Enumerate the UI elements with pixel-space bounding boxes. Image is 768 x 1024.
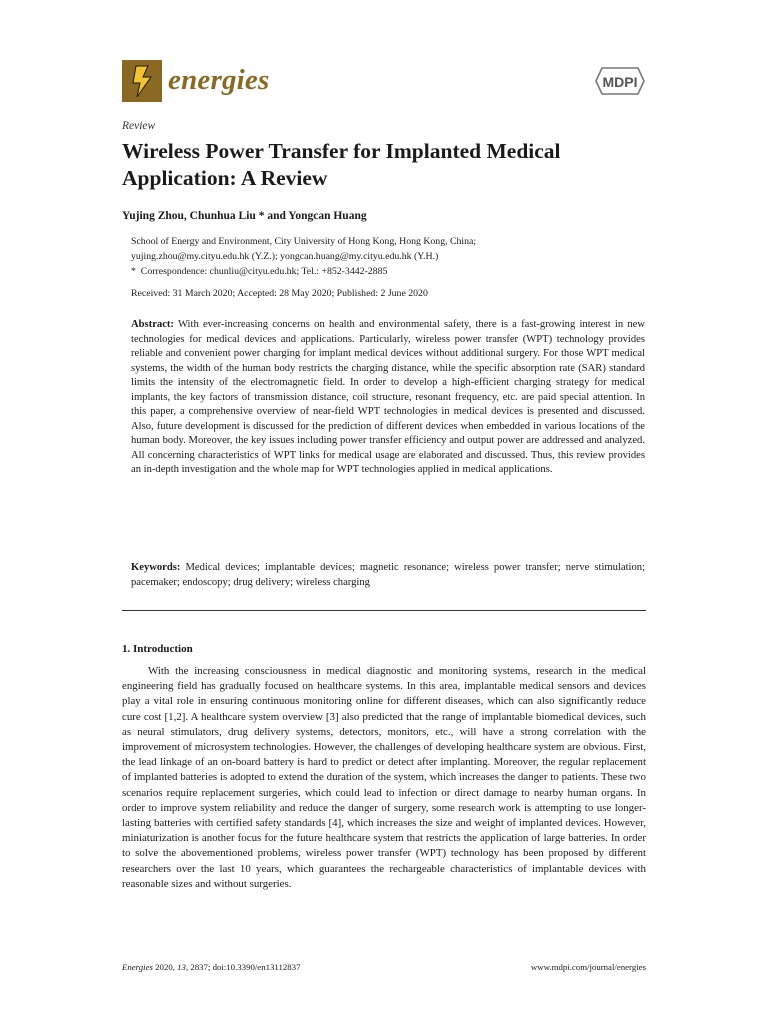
abstract-text: With ever-increasing concerns on health and environmental safety, there is a fast-growing interest in new technologies for medical devices and applications. Particularly, wireless power transfer (WPT) technology provides reliable and convenient power charging for implant medical devices without additional surgery. For those WPT medical systems, the width of the human body restricts the charging distance, while the specific absorption rate (SAR) standard limits the intensity of the electromagnetic field. In order to develop a high-efficient charging strategy for medical implants, the key factors of transmission distance, coil structure, resonant frequency, etc. are paid special attention. In this paper, a comprehensive overview of near-field WPT technologies in medical devices is presented and discussed. Also, future development is discussed for the prediction of different devices when embedded in various locations of the human body. Moreover, the key issues including power transfer efficiency and output power are addressed and analyzed. All concerning characteristics of WPT links for medical usage are elaborated and discussed. Thus, this review provides an in-depth investigation and the whole map for WPT technologies applied in medical applications.	[131, 319, 645, 476]
publication-dates: Received: 31 March 2020; Accepted: 28 May 2020; Published: 2 June 2020	[131, 288, 428, 299]
keywords-label: Keywords:	[131, 562, 181, 573]
journal-logo	[122, 60, 162, 102]
paper-title: Wireless Power Transfer for Implanted Medical Application: A Review	[122, 139, 561, 190]
lightning-bolt-icon	[122, 60, 162, 102]
section-divider	[122, 610, 646, 611]
footer-volume: 13	[177, 962, 186, 972]
journal-name: energies	[168, 64, 270, 96]
publisher-name: MDPI	[602, 74, 638, 90]
footer-doi: , 2837; doi:10.3390/en13112837	[185, 962, 301, 972]
abstract	[131, 318, 645, 478]
affiliation-line: yujing.zhou@my.cityu.edu.hk (Y.Z.); yongcan.huang@my.cityu.edu.hk (Y.H.)	[131, 250, 439, 262]
footer-journal: Energies	[122, 962, 153, 972]
keywords-text: Medical devices; implantable devices; magnetic resonance; wireless power transfer; nerve stimulation; pacemaker; endoscopy; drug delivery; wireless charging	[131, 562, 645, 588]
affiliation-line: School of Energy and Environment, City University of Hong Kong, Hong Kong, China;	[131, 236, 477, 247]
keywords	[131, 561, 645, 590]
article-type: Review	[122, 120, 156, 132]
footer-citation	[122, 962, 300, 972]
section-heading: 1. Introduction	[122, 643, 193, 655]
journal-header	[122, 60, 646, 106]
abstract-label: Abstract:	[131, 319, 174, 330]
footer-url: www.mdpi.com/journal/energies	[530, 962, 646, 972]
affiliation-block	[131, 235, 651, 279]
correspondence-line: * Correspondence: chunliu@cityu.edu.hk; Tel.: +852-3442-2885	[131, 265, 388, 277]
footer-year: 2020,	[152, 962, 178, 972]
author-list: Yujing Zhou, Chunhua Liu * and Yongcan Huang	[122, 210, 367, 222]
publisher-logo	[594, 64, 646, 98]
introduction-paragraph: With the increasing consciousness in medical diagnostic and monitoring systems, research in the medical engineering field has gradually focused on healthcare systems. In this area, implantable medical sensors and devices play a vital role in ensuring continuous monitoring online for different diseases, which can also significantly reduce cure cost [1,2]. A healthcare system overview [3] also predicted that the range of implantable biomedical devices, such as neural stimulators, drug delivery systems, detectors, monitors, etc., will have a strong correlation with the improvement of microsystem technologies. However, the challenges of developing healthcare system are obvious. First, the lead linkage of an on-board battery is hard to predict or detect after implanting. Moreover, the regular replacement of implanted batteries is adopted to extend the duration of the system, which increases the danger to patients. These two scenarios require replacement surgeries, which could lead to infection or direct damage to nearby human organs. In order to improve system reliability and reduce the danger of surgery, some research work is attempting to use longer-lasting batteries with certified safety standards [4], which increases the size and weight of implanted devices. However, miniaturization is another focus for the future healthcare system that restricts the application of large batteries. In order to solve the abovementioned problems, wireless power transfer (WPT) technology has been proposed by different researchers over the last 10 years, which guarantees the rechargeable characteristics of implantable devices with reasonable sizes and without surgeries.	[122, 665, 646, 890]
